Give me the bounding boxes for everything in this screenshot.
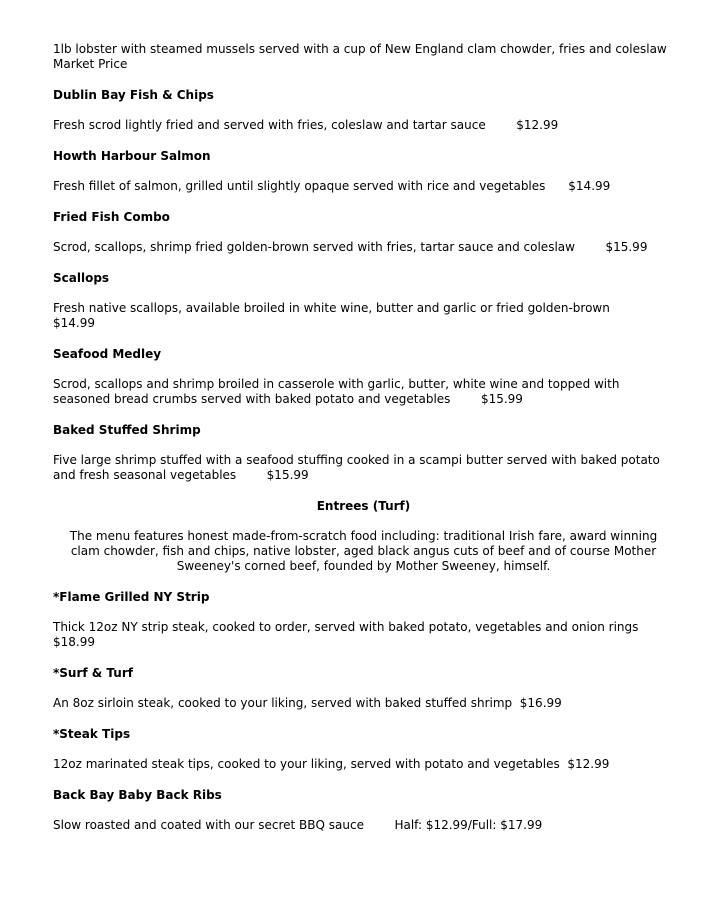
item-name: Baked Stuffed Shrimp xyxy=(53,423,201,437)
section-blurb: The menu features honest made-from-scratch food including: traditional Irish fare, award winning clam chowder, fish and chips, native lobster, aged black angus cuts of beef and of course Mother Sweeney's corned beef, founded by Mother Sweeney, himself. xyxy=(69,529,658,573)
menu-item xyxy=(53,271,674,331)
item-name: Dublin Bay Fish & Chips xyxy=(53,88,214,102)
intro-description: 1lb lobster with steamed mussels served with a cup of New England clam chowder, fries and coleslaw xyxy=(53,42,667,56)
turf-section xyxy=(53,499,674,574)
menu-item xyxy=(53,88,674,133)
item-description: Fresh native scallops, available broiled in white wine, butter and garlic or fried golden-brown $14.99 xyxy=(53,301,610,330)
menu-item xyxy=(53,666,674,711)
section-title: Entrees (Turf) xyxy=(316,499,411,513)
menu-item xyxy=(53,210,674,255)
item-description: Slow roasted and coated with our secret BBQ sauce Half: $12.99/Full: $17.99 xyxy=(53,818,543,832)
item-description: Thick 12oz NY strip steak, cooked to order, served with baked potato, vegetables and onion rings $18.99 xyxy=(53,620,639,649)
menu-item xyxy=(53,727,674,772)
menu-item xyxy=(53,347,674,407)
menu-item xyxy=(53,788,674,833)
item-name: *Steak Tips xyxy=(53,727,131,741)
item-name: *Flame Grilled NY Strip xyxy=(53,590,210,604)
item-description: Scrod, scallops, shrimp fried golden-brown served with fries, tartar sauce and coleslaw $15.99 xyxy=(53,240,648,254)
item-name: Scallops xyxy=(53,271,110,285)
item-description: Fresh fillet of salmon, grilled until slightly opaque served with rice and vegetables $14.99 xyxy=(53,179,611,193)
item-description: 12oz marinated steak tips, cooked to your liking, served with potato and vegetables $12.99 xyxy=(53,757,610,771)
item-name: Fried Fish Combo xyxy=(53,210,170,224)
intro-price: Market Price xyxy=(53,57,128,71)
item-description: Five large shrimp stuffed with a seafood stuffing cooked in a scampi butter served with baked potato and fresh seasonal vegetables $15.99 xyxy=(53,453,660,482)
item-description: An 8oz sirloin steak, cooked to your liking, served with baked stuffed shrimp $16.99 xyxy=(53,696,562,710)
item-description: Fresh scrod lightly fried and served with fries, coleslaw and tartar sauce $12.99 xyxy=(53,118,559,132)
item-name: Howth Harbour Salmon xyxy=(53,149,211,163)
item-name: Back Bay Baby Back Ribs xyxy=(53,788,222,802)
item-description: Scrod, scallops and shrimp broiled in casserole with garlic, butter, white wine and topped with seasoned bread crumbs served with baked potato and vegetables $15.99 xyxy=(53,377,620,406)
intro-block xyxy=(53,42,674,72)
menu-item xyxy=(53,590,674,650)
item-name: *Surf & Turf xyxy=(53,666,133,680)
menu-item xyxy=(53,423,674,483)
menu-item xyxy=(53,149,674,194)
item-name: Seafood Medley xyxy=(53,347,162,361)
